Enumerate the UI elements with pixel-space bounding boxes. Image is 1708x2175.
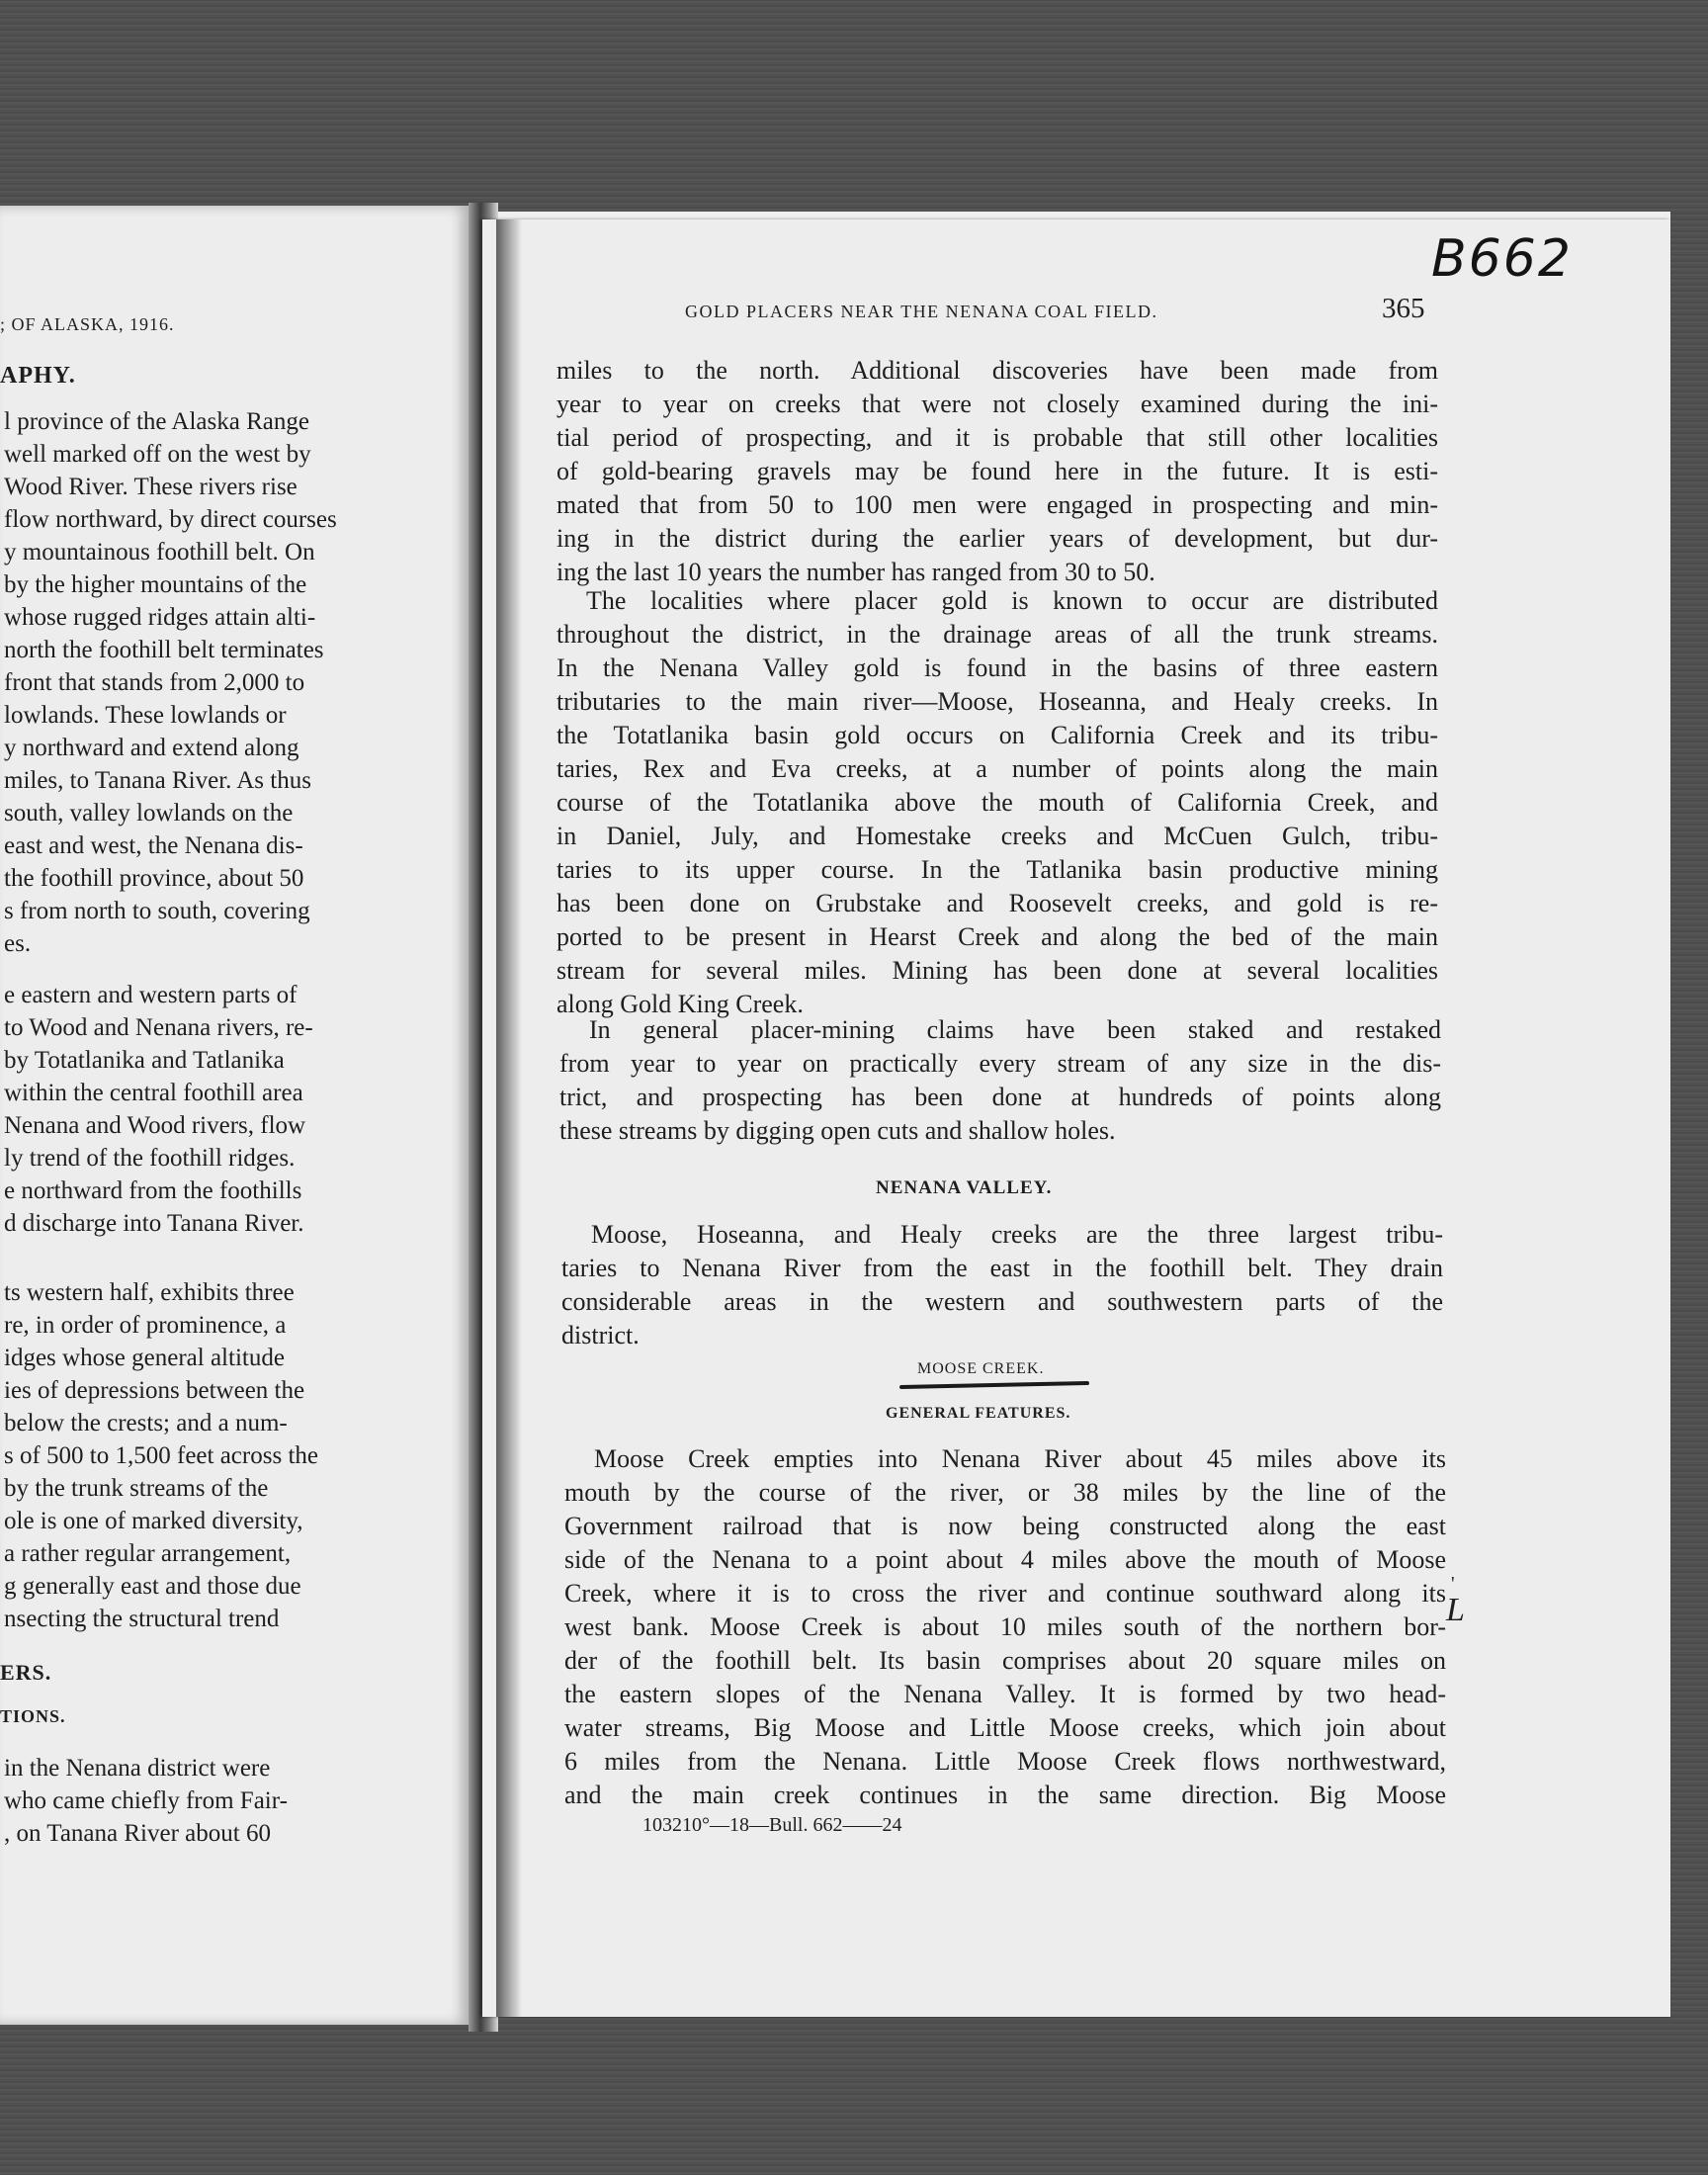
text-line: of gold-bearing gravels may be found here in the future. It is esti-: [556, 457, 1438, 485]
text-line: who came chiefly from Fair-: [4, 1787, 288, 1814]
top-background: [0, 0, 1708, 212]
text-line: tributaries to the main river—Moose, Hoseanna, and Healy creeks. In: [556, 687, 1438, 716]
text-line: Nenana and Wood rivers, flow: [4, 1112, 306, 1139]
text-line: front that stands from 2,000 to: [4, 669, 305, 696]
text-line: tial period of prospecting, and it is probable that still other localities: [556, 423, 1438, 452]
page-number: 365: [1382, 293, 1425, 324]
text-line: ole is one of marked diversity,: [4, 1508, 303, 1534]
text-line: taries to its upper course. In the Tatlanika basin productive mining: [556, 855, 1438, 884]
left-section-head-2: ERS.: [0, 1660, 52, 1685]
text-line: ing the last 10 years the number has ranged from 30 to 50.: [556, 558, 1155, 586]
text-line: by the higher mountains of the: [4, 571, 307, 598]
text-line: g generally east and those due: [4, 1573, 301, 1600]
text-line: to Wood and Nenana rivers, re-: [4, 1014, 313, 1041]
text-line: miles to the north. Additional discoveries have been made from: [556, 356, 1438, 385]
text-line: The localities where placer gold is known to occur are distributed: [586, 586, 1438, 615]
text-line: the Totatlanika basin gold occurs on California Creek and its tribu-: [556, 721, 1438, 749]
left-section-head-3: TIONS.: [0, 1706, 66, 1726]
text-line: Moose Creek empties into Nenana River about 45 miles above its: [594, 1444, 1446, 1473]
heading-moose-creek: MOOSE CREEK.: [917, 1360, 1045, 1377]
text-line: s of 500 to 1,500 feet across the: [4, 1442, 318, 1469]
bottom-background: [0, 2017, 1708, 2175]
text-line: the foothill province, about 50: [4, 865, 304, 892]
text-line: ly trend of the foothill ridges.: [4, 1145, 296, 1172]
text-line: ing in the district during the earlier years of development, but dur-: [556, 524, 1438, 553]
left-running-head: ; OF ALASKA, 1916.: [0, 314, 175, 334]
text-line: in Daniel, July, and Homestake creeks and McCuen Gulch, tribu-: [556, 822, 1438, 850]
left-section-head: APHY.: [0, 363, 76, 389]
text-line: s from north to south, covering: [4, 898, 310, 924]
text-line: Creek, where it is to cross the river and continue southward along its: [564, 1579, 1446, 1608]
text-line: miles, to Tanana River. As thus: [4, 767, 311, 794]
text-line: within the central foothill area: [4, 1080, 303, 1106]
text-line: these streams by digging open cuts and shallow holes.: [559, 1116, 1116, 1145]
text-line: idges whose general altitude: [4, 1345, 285, 1371]
text-line: mouth by the course of the river, or 38 miles by the line of the: [564, 1478, 1446, 1507]
running-head: GOLD PLACERS NEAR THE NENANA COAL FIELD.: [685, 302, 1158, 321]
text-line: taries to Nenana River from the east in the foothill belt. They drain: [561, 1254, 1443, 1282]
footnote: 103210°—18—Bull. 662——24: [642, 1814, 902, 1836]
margin-mark-l: L: [1446, 1592, 1465, 1628]
gutter-shadow: [496, 219, 522, 2017]
text-line: considerable areas in the western and southwestern parts of the: [561, 1287, 1443, 1316]
text-line: in the Nenana district were: [4, 1755, 271, 1782]
margin-mark: ': [1451, 1573, 1455, 1595]
handwritten-note: B662: [1431, 229, 1573, 289]
text-line: whose rugged ridges attain alti-: [4, 604, 316, 631]
text-line: , on Tanana River about 60: [4, 1820, 271, 1847]
text-line: taries, Rex and Eva creeks, at a number of points along the main: [556, 754, 1438, 783]
heading-general-features: GENERAL FEATURES.: [886, 1405, 1071, 1422]
text-line: stream for several miles. Mining has been done at several localities: [556, 956, 1438, 985]
text-line: y mountainous foothill belt. On: [4, 539, 315, 566]
text-line: a rather regular arrangement,: [4, 1540, 292, 1567]
text-line: north the foothill belt terminates: [4, 637, 324, 663]
text-line: by the trunk streams of the: [4, 1475, 269, 1502]
text-line: east and west, the Nenana dis-: [4, 832, 303, 859]
heading-nenana-valley: NENANA VALLEY.: [876, 1177, 1053, 1198]
text-line: re, in order of prominence, a: [4, 1312, 287, 1339]
text-line: d discharge into Tanana River.: [4, 1210, 304, 1237]
text-line: l province of the Alaska Range: [4, 408, 309, 435]
text-line: e northward from the foothills: [4, 1177, 302, 1204]
text-line: by Totatlanika and Tatlanika: [4, 1047, 285, 1074]
text-line: In general placer-mining claims have been staked and restaked: [589, 1015, 1441, 1044]
text-line: Moose, Hoseanna, and Healy creeks are the three largest tribu-: [591, 1220, 1443, 1249]
text-line: along Gold King Creek.: [556, 990, 804, 1018]
text-line: 6 miles from the Nenana. Little Moose Creek flows northwestward,: [564, 1747, 1446, 1776]
text-line: trict, and prospecting has been done at hundreds of points along: [559, 1083, 1441, 1111]
text-line: the eastern slopes of the Nenana Valley. It is formed by two head-: [564, 1680, 1446, 1708]
text-line: nsecting the structural trend: [4, 1606, 280, 1632]
text-line: In the Nenana Valley gold is found in the basins of three eastern: [556, 653, 1438, 682]
text-line: has been done on Grubstake and Roosevelt creeks, and gold is re-: [556, 889, 1438, 917]
text-line: der of the foothill belt. Its basin comprises about 20 square miles on: [564, 1646, 1446, 1675]
text-line: Wood River. These rivers rise: [4, 474, 298, 500]
text-line: throughout the district, in the drainage areas of all the trunk streams.: [556, 620, 1438, 649]
text-line: ts western half, exhibits three: [4, 1279, 295, 1306]
text-line: lowlands. These lowlands or: [4, 702, 287, 729]
text-line: ies of depressions between the: [4, 1377, 305, 1404]
text-line: well marked off on the west by: [4, 441, 311, 468]
text-line: e eastern and western parts of: [4, 982, 298, 1008]
text-line: south, valley lowlands on the: [4, 800, 294, 826]
text-line: es.: [4, 930, 32, 957]
text-line: district.: [561, 1321, 640, 1349]
right-background: [1670, 0, 1708, 2175]
text-line: ported to be present in Hearst Creek and along the bed of the main: [556, 922, 1438, 951]
text-line: water streams, Big Moose and Little Moose creeks, which join about: [564, 1713, 1446, 1742]
text-line: year to year on creeks that were not closely examined during the ini-: [556, 390, 1438, 418]
text-line: y northward and extend along: [4, 735, 299, 761]
text-line: flow northward, by direct courses: [4, 506, 337, 533]
text-line: Government railroad that is now being constructed along the east: [564, 1512, 1446, 1540]
text-line: course of the Totatlanika above the mouth of California Creek, and: [556, 788, 1438, 817]
text-line: and the main creek continues in the same direction. Big Moose: [564, 1781, 1446, 1809]
text-line: west bank. Moose Creek is about 10 miles south of the northern bor-: [564, 1612, 1446, 1641]
text-line: side of the Nenana to a point about 4 miles above the mouth of Moose: [564, 1545, 1446, 1574]
text-line: below the crests; and a num-: [4, 1410, 288, 1436]
text-line: mated that from 50 to 100 men were engaged in prospecting and min-: [556, 490, 1438, 519]
text-line: from year to year on practically every stream of any size in the dis-: [559, 1049, 1441, 1078]
